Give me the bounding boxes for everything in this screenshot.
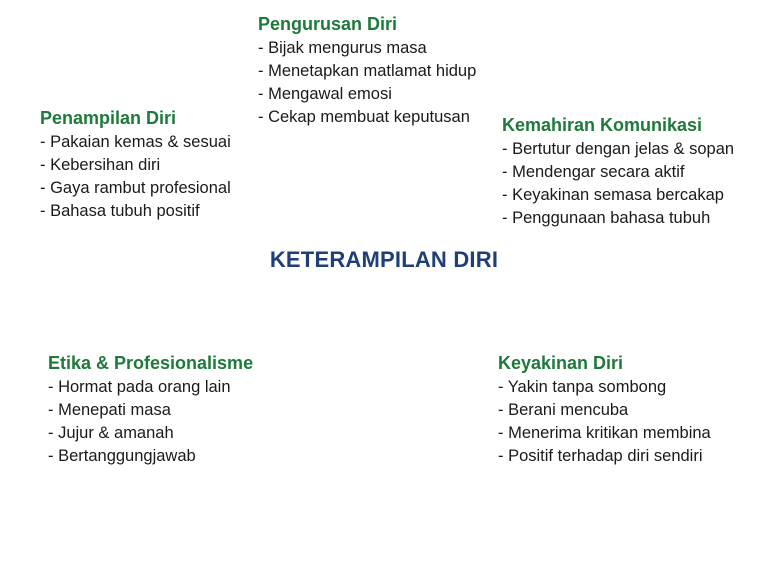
block-list [498, 376, 711, 468]
block-title: Penampilan Diri [40, 108, 177, 128]
list-item: - Menerima kritikan membina [498, 424, 711, 442]
list-item: - Jujur & amanah [48, 424, 174, 442]
block-list [502, 138, 734, 230]
block-title: Keyakinan Diri [498, 353, 624, 373]
block-title: Kemahiran Komunikasi [502, 115, 703, 135]
block-pengurusan-diri [258, 12, 476, 129]
block-title: Pengurusan Diri [258, 14, 398, 34]
list-item: - Pakaian kemas & sesuai [40, 133, 231, 151]
list-item: - Bertutur dengan jelas & sopan [502, 140, 735, 158]
list-item: - Yakin tanpa sombong [498, 378, 667, 396]
block-penampilan-diri [40, 106, 231, 223]
block-list [258, 37, 476, 129]
list-item: - Kebersihan diri [40, 156, 161, 174]
list-item: - Penggunaan bahasa tubuh [502, 209, 711, 227]
list-item: - Cekap membuat keputusan [258, 108, 470, 126]
center-title: KETERAMPILAN DIRI [269, 247, 499, 272]
list-item: - Hormat pada orang lain [48, 378, 231, 396]
list-item: - Gaya rambut profesional [40, 179, 231, 197]
block-keyakinan-diri [498, 351, 711, 468]
block-title: Etika & Profesionalisme [48, 353, 254, 373]
list-item: - Menepati masa [48, 401, 171, 419]
list-item: - Mengawal emosi [258, 85, 392, 103]
list-item: - Berani mencuba [498, 401, 629, 419]
block-list [40, 131, 231, 223]
list-item: - Keyakinan semasa bercakap [502, 186, 724, 204]
block-etika-profesionalisme [48, 351, 253, 468]
list-item: - Menetapkan matlamat hidup [258, 62, 477, 80]
block-kemahiran-komunikasi [502, 113, 734, 230]
list-item: - Bertanggungjawab [48, 447, 196, 465]
list-item: - Bahasa tubuh positif [40, 202, 200, 220]
block-list [48, 376, 253, 468]
list-item: - Positif terhadap diri sendiri [498, 447, 703, 465]
list-item: - Bijak mengurus masa [258, 39, 427, 57]
list-item: - Mendengar secara aktif [502, 163, 685, 181]
